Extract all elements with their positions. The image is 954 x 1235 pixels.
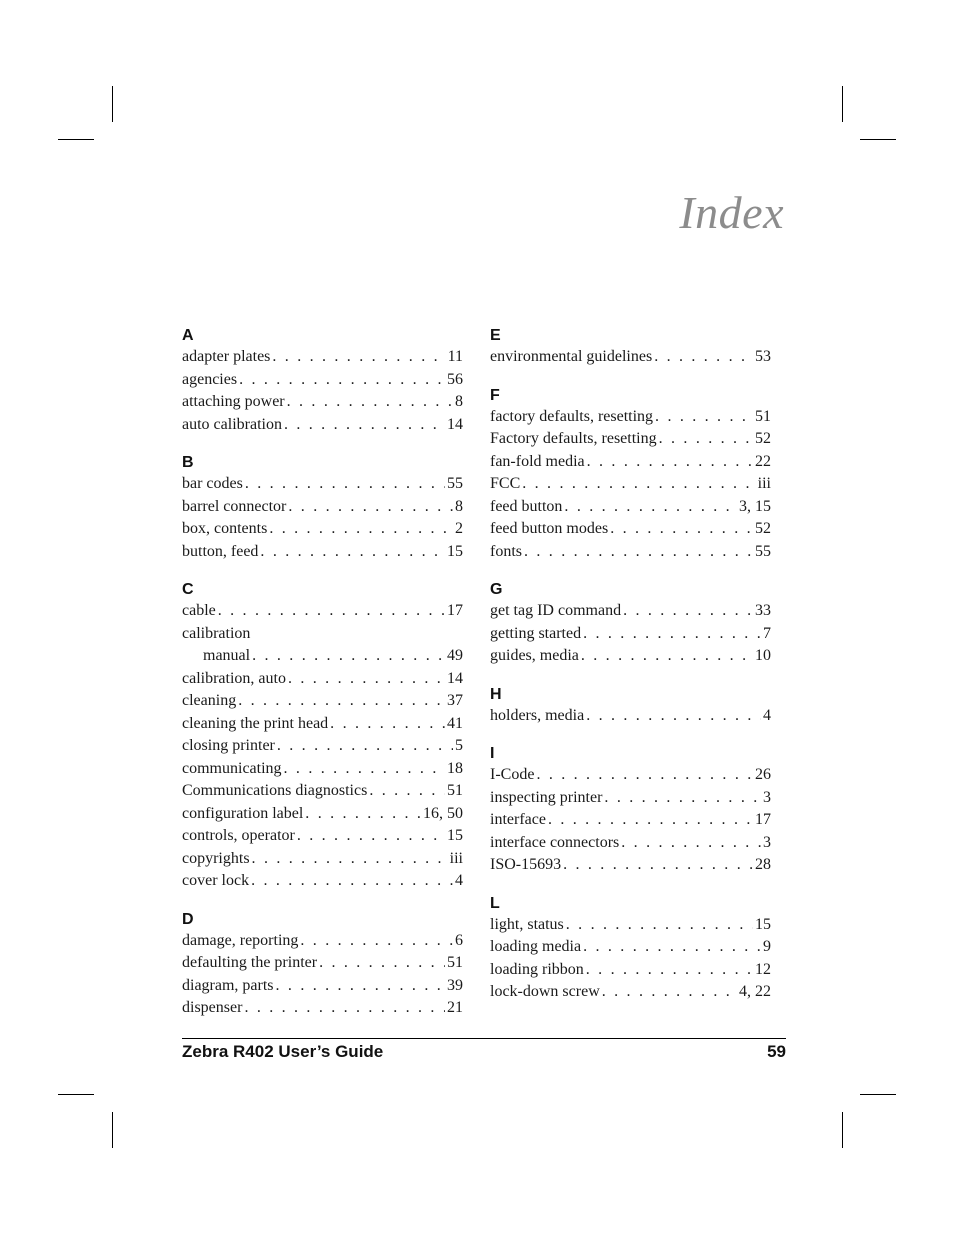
entry-term: environmental guidelines xyxy=(490,348,653,365)
index-column-left xyxy=(182,326,463,1037)
entry-term: attaching power xyxy=(182,393,285,410)
dot-leader xyxy=(621,832,761,855)
section-letter: I xyxy=(490,745,495,762)
entry-term: button, feed xyxy=(182,542,259,560)
index-entry xyxy=(490,981,771,1004)
dot-leader xyxy=(252,848,448,871)
index-entry xyxy=(182,690,463,713)
index-entry xyxy=(490,809,771,832)
section-letter: C xyxy=(182,581,194,598)
dot-leader xyxy=(238,690,445,713)
entry-page: 15 xyxy=(447,827,463,844)
crop-mark xyxy=(112,1112,113,1148)
dot-leader xyxy=(587,451,753,474)
entry-term: lock-down screw xyxy=(490,983,600,1000)
crop-mark xyxy=(58,139,94,140)
entry-page: 5 xyxy=(455,737,463,754)
index-section xyxy=(490,894,771,1004)
index-entry xyxy=(182,975,463,998)
dot-leader xyxy=(655,406,753,429)
index-entry xyxy=(182,623,463,646)
index-entry xyxy=(490,936,771,959)
dot-leader xyxy=(548,809,753,832)
entry-page: 51 xyxy=(447,782,463,799)
section-letter: G xyxy=(490,581,503,598)
dot-leader xyxy=(610,518,753,541)
dot-leader xyxy=(563,854,753,877)
index-entry xyxy=(182,600,463,623)
dot-leader xyxy=(524,541,753,564)
entry-page: 17 xyxy=(755,811,771,828)
dot-leader xyxy=(288,496,453,519)
entry-page: 14 xyxy=(447,669,463,687)
entry-page: 52 xyxy=(755,520,771,537)
index-section xyxy=(182,453,463,563)
entry-term: manual xyxy=(203,647,251,664)
section-letter: L xyxy=(490,894,500,912)
dot-leader xyxy=(602,981,737,1004)
index-entry xyxy=(182,473,463,496)
index-entry xyxy=(182,735,463,758)
dot-leader xyxy=(564,496,737,519)
index-section xyxy=(490,580,771,668)
index-entry xyxy=(490,832,771,855)
index-entry xyxy=(490,428,771,451)
dot-leader xyxy=(260,541,445,564)
entry-page: 15 xyxy=(447,542,463,560)
index-entry xyxy=(182,391,463,414)
entry-term: agencies xyxy=(182,370,238,388)
entry-term: FCC xyxy=(490,475,521,492)
dot-leader xyxy=(244,997,445,1020)
index-section xyxy=(490,386,771,564)
dot-leader xyxy=(300,930,453,953)
entry-page: 55 xyxy=(755,542,771,560)
index-entry xyxy=(490,496,771,519)
dot-leader xyxy=(288,668,445,691)
index-entry xyxy=(490,914,771,937)
entry-term: get tag ID command xyxy=(490,602,622,619)
entry-term: cable xyxy=(182,602,216,619)
section-letter: B xyxy=(182,454,194,471)
dot-leader xyxy=(536,764,753,787)
entry-term: holders, media xyxy=(490,706,585,724)
dot-leader xyxy=(369,780,445,803)
entry-term: cleaning the print head xyxy=(182,714,329,732)
entry-page: 21 xyxy=(447,999,463,1016)
dot-leader xyxy=(654,346,753,369)
entry-page: 15 xyxy=(755,915,771,933)
dot-leader xyxy=(269,518,453,541)
index-entry xyxy=(182,848,463,871)
entry-term: communicating xyxy=(182,759,282,777)
dot-leader xyxy=(272,346,445,369)
dot-leader xyxy=(566,914,753,937)
section-letter: E xyxy=(490,327,501,344)
index-entry xyxy=(490,623,771,646)
entry-term: defaulting the printer xyxy=(182,954,318,971)
index-entry xyxy=(182,668,463,691)
index-entry xyxy=(182,414,463,437)
crop-mark xyxy=(842,1112,843,1148)
entry-page: 51 xyxy=(447,954,463,971)
dot-leader xyxy=(305,803,421,826)
entry-page: 4 xyxy=(763,706,771,724)
entry-term: interface connectors xyxy=(490,833,620,851)
dot-leader xyxy=(330,713,445,736)
entry-term: interface xyxy=(490,811,546,828)
index-section xyxy=(490,326,771,369)
index-entry xyxy=(490,600,771,623)
dot-leader xyxy=(604,787,761,810)
dot-leader xyxy=(239,369,445,392)
footer-page-number: 59 xyxy=(767,1042,786,1061)
entry-term: I-Code xyxy=(490,766,535,783)
entry-term: ISO-15693 xyxy=(490,856,562,873)
index-entry xyxy=(490,787,771,810)
index-entry xyxy=(182,346,463,369)
entry-term: copyrights xyxy=(182,849,250,867)
dot-leader xyxy=(522,473,755,496)
entry-term: fonts xyxy=(490,542,522,560)
index-entry xyxy=(490,959,771,982)
dot-leader xyxy=(319,952,445,975)
entry-term: controls, operator xyxy=(182,827,295,844)
index-entry xyxy=(182,496,463,519)
entry-term: diagram, parts xyxy=(182,976,274,994)
index-entry xyxy=(182,645,463,668)
page-title: Index xyxy=(679,187,784,238)
dot-leader xyxy=(659,428,753,451)
entry-page: 52 xyxy=(755,430,771,447)
dot-leader xyxy=(245,473,445,496)
entry-page: 39 xyxy=(447,976,463,994)
crop-mark xyxy=(860,1094,896,1095)
entry-page: 3 xyxy=(763,788,771,806)
index-entry xyxy=(490,764,771,787)
entry-page: 33 xyxy=(755,602,771,619)
entry-term: adapter plates xyxy=(182,348,271,365)
dot-leader xyxy=(218,600,445,623)
entry-page: 11 xyxy=(447,348,463,365)
entry-page: 9 xyxy=(763,938,771,955)
index-entry xyxy=(490,346,771,369)
index-entry xyxy=(182,803,463,826)
dot-leader xyxy=(276,975,445,998)
entry-page: 3, 15 xyxy=(739,497,771,515)
index-section xyxy=(182,580,463,893)
entry-term: factory defaults, resetting xyxy=(490,407,654,425)
index-entry xyxy=(182,758,463,781)
entry-term: closing printer xyxy=(182,737,275,754)
entry-page: 6 xyxy=(455,931,463,949)
crop-mark xyxy=(842,86,843,122)
entry-term: calibration, auto xyxy=(182,669,286,687)
dot-leader xyxy=(586,705,761,728)
entry-page: 41 xyxy=(447,714,463,732)
entry-page: 4, 22 xyxy=(739,983,771,1000)
entry-page: 17 xyxy=(447,602,463,619)
index-entry xyxy=(490,473,771,496)
entry-page: iii xyxy=(757,475,771,492)
entry-page: 14 xyxy=(447,415,463,433)
entry-term: box, contents xyxy=(182,520,268,537)
entry-page: 56 xyxy=(447,370,463,388)
dot-leader xyxy=(623,600,753,623)
index-section xyxy=(182,910,463,1020)
crop-mark xyxy=(112,86,113,122)
entry-term: barrel connector xyxy=(182,497,287,515)
entry-page: 18 xyxy=(447,759,463,777)
entry-term: Communications diagnostics xyxy=(182,782,368,799)
dot-leader xyxy=(583,623,761,646)
index-section xyxy=(182,326,463,436)
entry-term: dispenser xyxy=(182,999,243,1016)
index-section xyxy=(490,685,771,728)
entry-term: configuration label xyxy=(182,804,304,822)
entry-term: cleaning xyxy=(182,692,237,709)
index-entry xyxy=(182,369,463,392)
entry-term: bar codes xyxy=(182,475,243,492)
entry-term: light, status xyxy=(490,915,564,933)
entry-term: feed button modes xyxy=(490,520,609,537)
index-column-right xyxy=(490,326,771,1021)
index-entry xyxy=(182,825,463,848)
entry-term: Factory defaults, resetting xyxy=(490,430,657,447)
entry-page: 49 xyxy=(447,647,463,664)
section-letter: D xyxy=(182,910,194,928)
section-letter: F xyxy=(490,386,500,404)
index-entry xyxy=(490,451,771,474)
index-entry xyxy=(182,518,463,541)
index-entry xyxy=(490,854,771,877)
entry-term: loading media xyxy=(490,938,582,955)
crop-mark xyxy=(860,139,896,140)
entry-page: 7 xyxy=(763,624,771,642)
section-letter: A xyxy=(182,327,194,344)
entry-page: 8 xyxy=(455,393,463,410)
dot-leader xyxy=(583,936,761,959)
dot-leader xyxy=(284,414,445,437)
entry-page: 55 xyxy=(447,475,463,492)
entry-page: 10 xyxy=(755,647,771,664)
entry-term: guides, media xyxy=(490,647,579,664)
entry-term: getting started xyxy=(490,624,582,642)
entry-page: 28 xyxy=(755,856,771,873)
index-entry xyxy=(490,406,771,429)
entry-page: 26 xyxy=(755,766,771,783)
index-section xyxy=(490,744,771,877)
entry-page: 16, 50 xyxy=(423,804,463,822)
entry-page: 12 xyxy=(755,960,771,978)
index-entry xyxy=(490,705,771,728)
entry-page: 37 xyxy=(447,692,463,709)
footer-rule xyxy=(182,1038,786,1039)
entry-page: 8 xyxy=(455,497,463,515)
dot-leader xyxy=(297,825,445,848)
crop-mark xyxy=(58,1094,94,1095)
dot-leader xyxy=(581,645,753,668)
entry-page: 2 xyxy=(455,520,463,537)
entry-term: feed button xyxy=(490,497,563,515)
entry-term: loading ribbon xyxy=(490,960,584,978)
entry-term: fan-fold media xyxy=(490,452,585,470)
entry-term: calibration xyxy=(182,624,251,642)
index-entry xyxy=(182,713,463,736)
index-entry xyxy=(182,952,463,975)
dot-leader xyxy=(284,758,445,781)
index-entry xyxy=(490,541,771,564)
entry-page: 53 xyxy=(755,348,771,365)
dot-leader xyxy=(287,391,453,414)
index-entry xyxy=(182,780,463,803)
entry-term: inspecting printer xyxy=(490,788,603,806)
index-entry xyxy=(490,645,771,668)
index-entry xyxy=(182,997,463,1020)
entry-page: 4 xyxy=(455,872,463,889)
dot-leader xyxy=(252,645,445,668)
entry-term: damage, reporting xyxy=(182,931,299,949)
footer-title: Zebra R402 User’s Guide xyxy=(182,1042,384,1061)
entry-page: 3 xyxy=(763,833,771,851)
section-letter: H xyxy=(490,685,502,703)
index-entry xyxy=(490,518,771,541)
entry-term: auto calibration xyxy=(182,415,282,433)
dot-leader xyxy=(277,735,453,758)
dot-leader xyxy=(251,870,453,893)
index-entry xyxy=(182,541,463,564)
entry-page: 51 xyxy=(755,407,771,425)
index-entry xyxy=(182,930,463,953)
index-entry xyxy=(182,870,463,893)
entry-page: 22 xyxy=(755,452,771,470)
dot-leader xyxy=(586,959,753,982)
entry-page: iii xyxy=(449,849,463,867)
entry-term: cover lock xyxy=(182,872,250,889)
